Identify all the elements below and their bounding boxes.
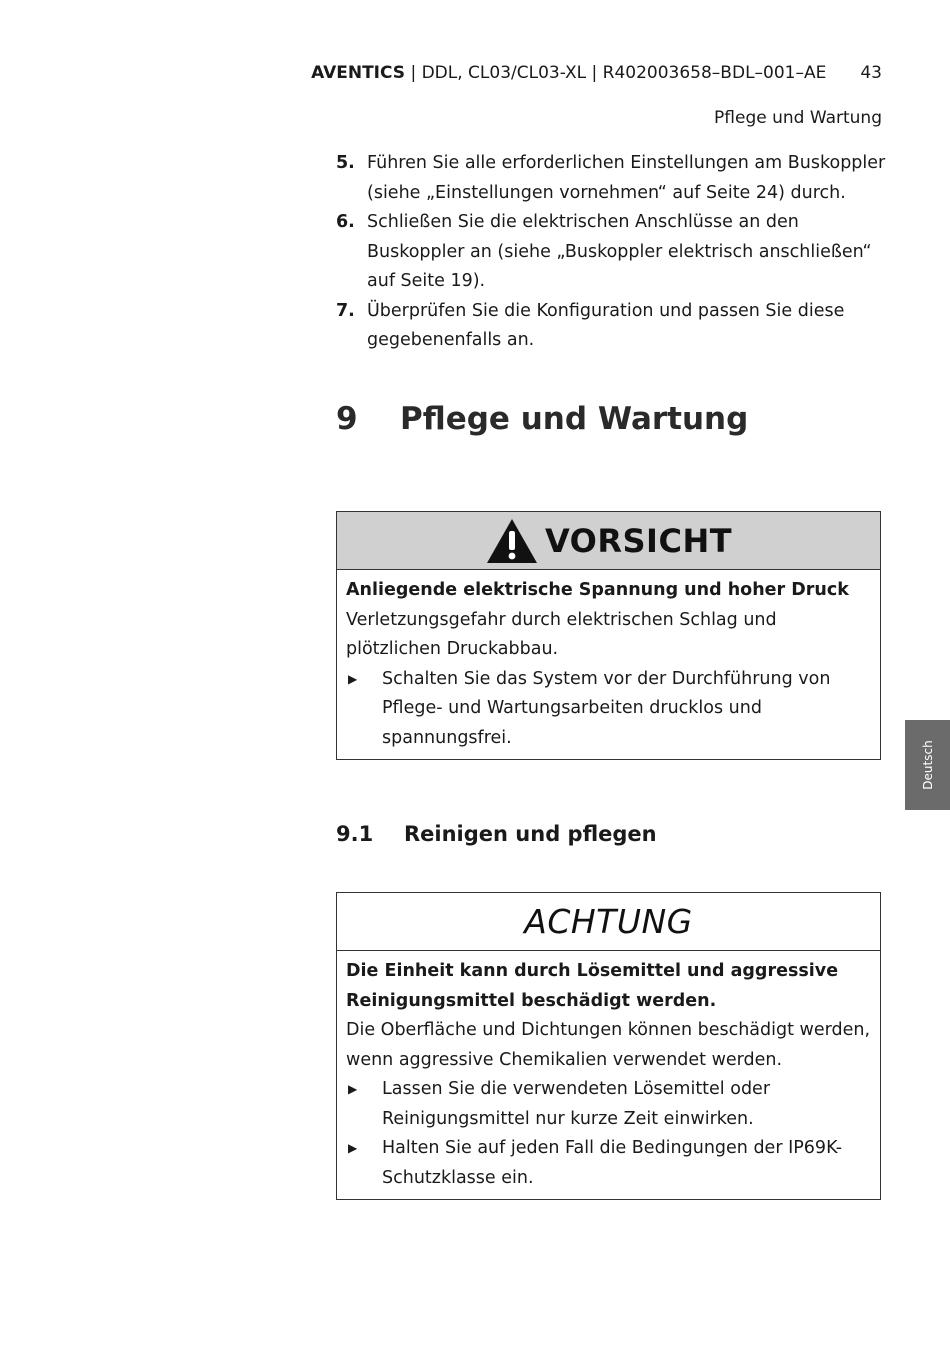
list-item	[336, 149, 896, 208]
notice-header	[337, 893, 880, 951]
measure-text: Halten Sie auf jeden Fall die Bedingungen der IP69K-Schutzklasse ein.	[382, 1138, 843, 1188]
running-section-title: Pflege und Wartung	[714, 108, 882, 128]
signal-word: ACHTUNG	[524, 902, 693, 941]
document-info: | DDL, CL03/CL03-XL | R402003658–BDL–001–AE	[405, 63, 827, 83]
page-number: 43	[860, 63, 882, 83]
hazard-text: Anliegende elektrische Spannung und hoher Druck	[346, 580, 849, 600]
bullet-arrow-icon: ▶	[348, 1141, 358, 1155]
step-number: 6.	[336, 212, 355, 232]
step-number: 5.	[336, 153, 355, 173]
subsection-title: Reinigen und pflegen	[404, 822, 657, 846]
notice-body	[337, 951, 880, 1199]
notice-box	[336, 892, 881, 1200]
step-text: Führen Sie alle erforderlichen Einstellungen am Buskoppler (siehe „Einstellungen vornehmen“ auf Seite 24) durch.	[367, 153, 886, 203]
consequence-text: Verletzungsgefahr durch elektrischen Schlag und plötzlichen Druckabbau.	[346, 609, 777, 659]
consequence-text: Die Oberfläche und Dichtungen können beschädigt werden, wenn aggressive Chemikalien verwendet werden.	[346, 1020, 871, 1070]
caution-header	[337, 512, 880, 570]
list-item	[336, 208, 896, 297]
step-number: 7.	[336, 300, 355, 321]
step-list	[336, 149, 896, 356]
caution-body	[337, 570, 880, 759]
list-item	[336, 297, 896, 356]
list-item	[346, 1134, 872, 1193]
list-item	[346, 665, 872, 754]
page-header	[311, 63, 882, 83]
chapter-title: Pflege und Wartung	[400, 401, 749, 437]
chapter-heading	[336, 401, 749, 437]
bullet-arrow-icon: ▶	[348, 1082, 358, 1096]
brand-name: AVENTICS	[311, 63, 406, 83]
subsection-number: 9.1	[336, 822, 374, 846]
chapter-number: 9	[336, 401, 358, 437]
bullet-arrow-icon: ▶	[348, 671, 358, 686]
step-text: Schließen Sie die elektrischen Anschlüsse an den Buskoppler an (siehe „Buskoppler elektrisch anschließen“ auf Seite 19).	[367, 212, 872, 291]
subsection-heading	[336, 822, 657, 846]
step-text: Überprüfen Sie die Konfiguration und passen Sie diese gegebenenfalls an.	[367, 300, 845, 350]
warning-triangle-icon	[485, 517, 539, 565]
list-item	[346, 1075, 872, 1134]
language-tab	[905, 720, 950, 810]
hazard-text: Die Einheit kann durch Lösemittel und aggressive Reinigungsmittel beschädigt werden.	[346, 961, 839, 1011]
signal-word: VORSICHT	[544, 521, 733, 560]
caution-box	[336, 511, 881, 760]
measure-text: Lassen Sie die verwendeten Lösemittel oder Reinigungsmittel nur kurze Zeit einwirken.	[382, 1079, 771, 1129]
language-tab-label: Deutsch	[920, 740, 935, 790]
measure-text: Schalten Sie das System vor der Durchführung von Pflege- und Wartungsarbeiten drucklos und spannungsfrei.	[382, 668, 831, 748]
